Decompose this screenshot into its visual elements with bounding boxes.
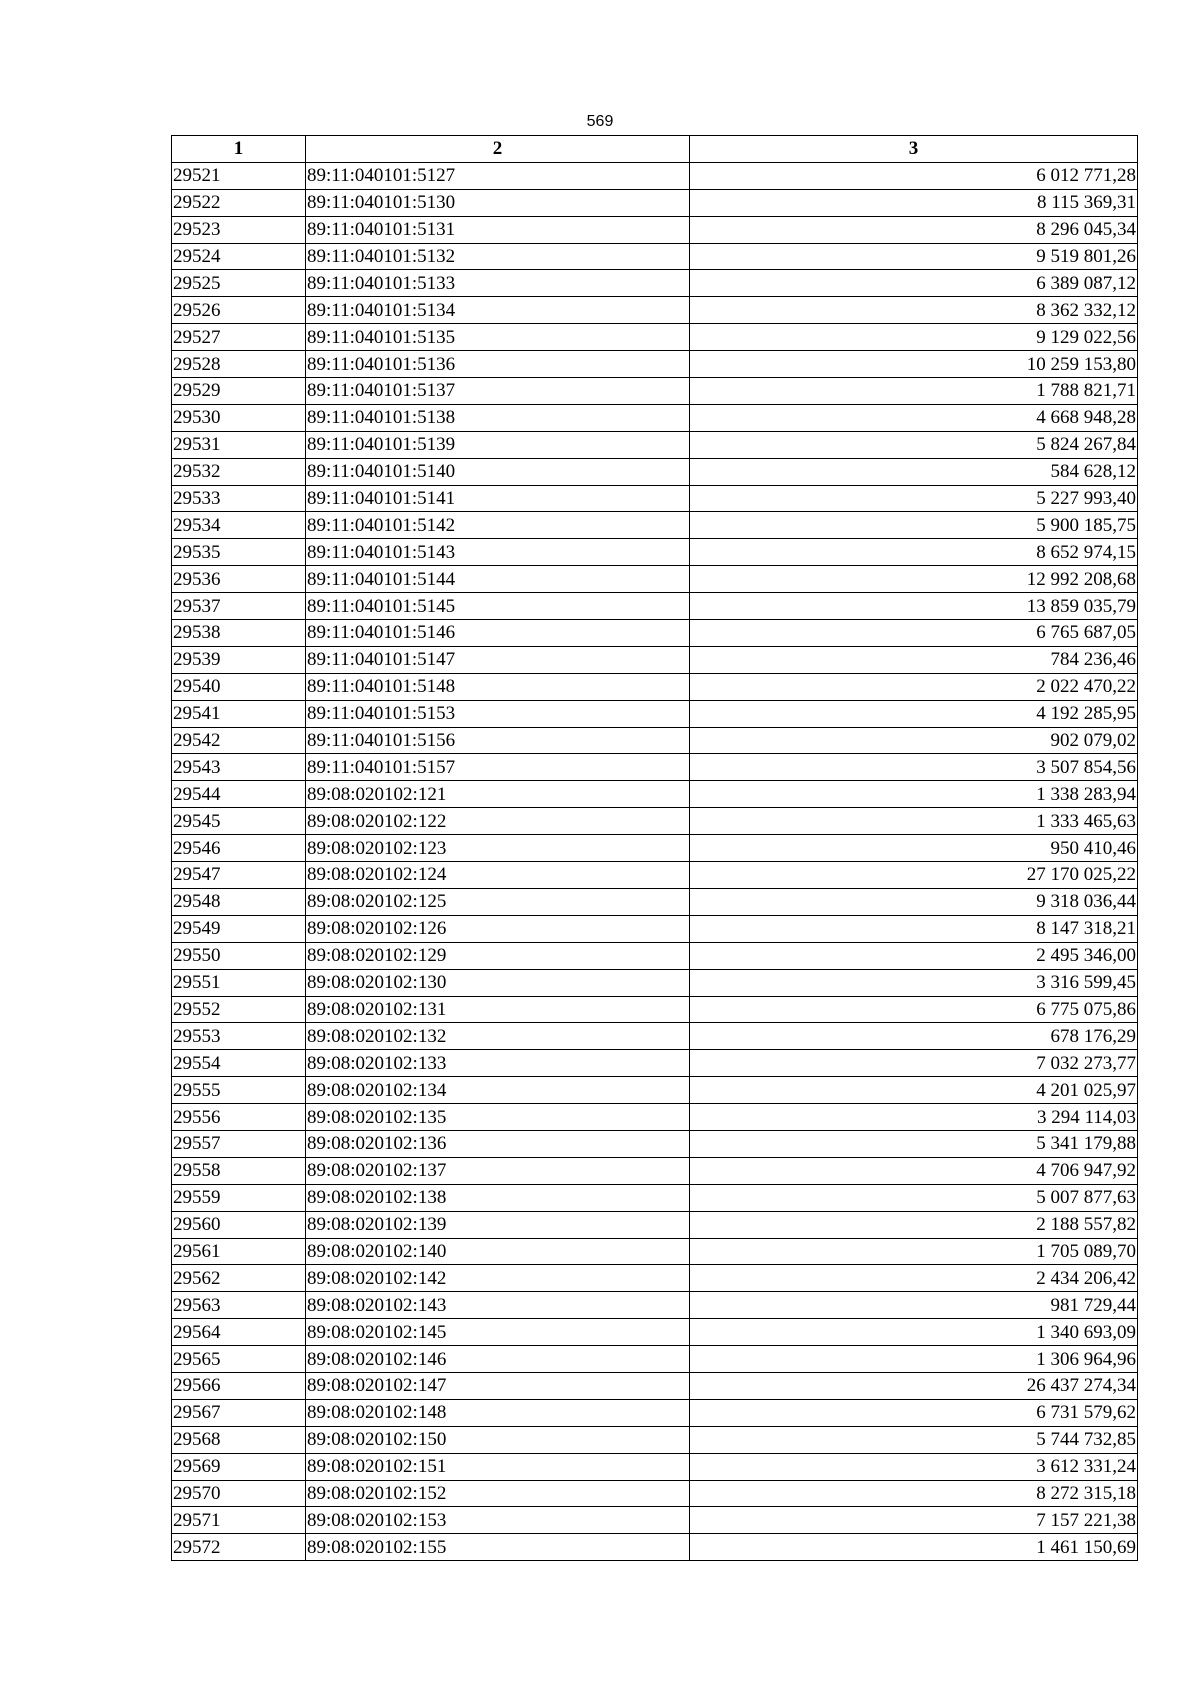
cadastral-number-cell: 89:08:020102:125 (306, 888, 690, 915)
cadastral-number-cell: 89:11:040101:5133 (306, 270, 690, 297)
table-row (172, 754, 1138, 781)
value-cell: 12 992 208,68 (690, 566, 1138, 593)
value-cell: 1 340 693,09 (690, 1319, 1138, 1346)
row-number-cell: 29546 (172, 835, 306, 862)
value-cell: 8 296 045,34 (690, 216, 1138, 243)
cadastral-number-cell: 89:11:040101:5147 (306, 646, 690, 673)
cadastral-number-cell: 89:08:020102:134 (306, 1077, 690, 1104)
value-cell: 6 731 579,62 (690, 1399, 1138, 1426)
table-row (172, 593, 1138, 620)
row-number-cell: 29556 (172, 1104, 306, 1131)
table-row (172, 808, 1138, 835)
row-number-cell: 29543 (172, 754, 306, 781)
cadastral-number-cell: 89:08:020102:138 (306, 1184, 690, 1211)
cadastral-number-cell: 89:08:020102:150 (306, 1426, 690, 1453)
cadastral-number-cell: 89:11:040101:5146 (306, 620, 690, 647)
value-cell: 5 341 179,88 (690, 1130, 1138, 1157)
row-number-cell: 29521 (172, 162, 306, 189)
value-cell: 9 129 022,56 (690, 324, 1138, 351)
cadastral-number-cell: 89:11:040101:5132 (306, 243, 690, 270)
value-cell: 3 612 331,24 (690, 1453, 1138, 1480)
row-number-cell: 29540 (172, 673, 306, 700)
row-number-cell: 29562 (172, 1265, 306, 1292)
row-number-cell: 29569 (172, 1453, 306, 1480)
value-cell: 1 788 821,71 (690, 378, 1138, 405)
value-cell: 5 744 732,85 (690, 1426, 1138, 1453)
table-row (172, 1480, 1138, 1507)
table-row (172, 1104, 1138, 1131)
table-row (172, 162, 1138, 189)
cadastral-number-cell: 89:08:020102:137 (306, 1157, 690, 1184)
row-number-cell: 29572 (172, 1534, 306, 1561)
table-row (172, 539, 1138, 566)
table-row (172, 1023, 1138, 1050)
cadastral-number-cell: 89:08:020102:153 (306, 1507, 690, 1534)
value-cell: 3 294 114,03 (690, 1104, 1138, 1131)
row-number-cell: 29542 (172, 727, 306, 754)
row-number-cell: 29558 (172, 1157, 306, 1184)
cadastral-number-cell: 89:08:020102:131 (306, 996, 690, 1023)
table-row (172, 1184, 1138, 1211)
cadastral-number-cell: 89:08:020102:148 (306, 1399, 690, 1426)
table-row (172, 996, 1138, 1023)
row-number-cell: 29525 (172, 270, 306, 297)
value-cell: 13 859 035,79 (690, 593, 1138, 620)
cadastral-number-cell: 89:08:020102:139 (306, 1211, 690, 1238)
cadastral-number-cell: 89:08:020102:126 (306, 915, 690, 942)
value-cell: 584 628,12 (690, 458, 1138, 485)
table-row (172, 458, 1138, 485)
table-row (172, 1426, 1138, 1453)
value-cell: 4 706 947,92 (690, 1157, 1138, 1184)
table-row (172, 485, 1138, 512)
table-row (172, 270, 1138, 297)
value-cell: 6 389 087,12 (690, 270, 1138, 297)
value-cell: 8 147 318,21 (690, 915, 1138, 942)
column-header-2: 2 (306, 136, 690, 163)
row-number-cell: 29564 (172, 1319, 306, 1346)
value-cell: 2 495 346,00 (690, 942, 1138, 969)
cadastral-number-cell: 89:11:040101:5131 (306, 216, 690, 243)
row-number-cell: 29548 (172, 888, 306, 915)
cadastral-number-cell: 89:11:040101:5143 (306, 539, 690, 566)
cadastral-number-cell: 89:11:040101:5138 (306, 404, 690, 431)
cadastral-number-cell: 89:08:020102:123 (306, 835, 690, 862)
cadastral-number-cell: 89:11:040101:5140 (306, 458, 690, 485)
table-row (172, 1050, 1138, 1077)
cadastral-number-cell: 89:11:040101:5139 (306, 431, 690, 458)
column-header-1: 1 (172, 136, 306, 163)
row-number-cell: 29557 (172, 1130, 306, 1157)
row-number-cell: 29565 (172, 1346, 306, 1373)
table-row (172, 1077, 1138, 1104)
cadastral-number-cell: 89:08:020102:147 (306, 1372, 690, 1399)
value-cell: 8 115 369,31 (690, 189, 1138, 216)
row-number-cell: 29538 (172, 620, 306, 647)
table-row (172, 727, 1138, 754)
row-number-cell: 29554 (172, 1050, 306, 1077)
row-number-cell: 29534 (172, 512, 306, 539)
value-cell: 8 362 332,12 (690, 297, 1138, 324)
cadastral-number-cell: 89:08:020102:140 (306, 1238, 690, 1265)
cadastral-number-cell: 89:08:020102:136 (306, 1130, 690, 1157)
table-row (172, 1157, 1138, 1184)
value-cell: 26 437 274,34 (690, 1372, 1138, 1399)
value-cell: 981 729,44 (690, 1292, 1138, 1319)
value-cell: 5 900 185,75 (690, 512, 1138, 539)
value-cell: 5 007 877,63 (690, 1184, 1138, 1211)
value-cell: 8 652 974,15 (690, 539, 1138, 566)
table-row (172, 781, 1138, 808)
row-number-cell: 29561 (172, 1238, 306, 1265)
value-cell: 950 410,46 (690, 835, 1138, 862)
row-number-cell: 29551 (172, 969, 306, 996)
row-number-cell: 29559 (172, 1184, 306, 1211)
table-row (172, 512, 1138, 539)
cadastral-number-cell: 89:08:020102:151 (306, 1453, 690, 1480)
row-number-cell: 29527 (172, 324, 306, 351)
value-cell: 3 507 854,56 (690, 754, 1138, 781)
value-cell: 10 259 153,80 (690, 351, 1138, 378)
header-row (172, 136, 1138, 163)
value-cell: 5 824 267,84 (690, 431, 1138, 458)
page-number: 569 (586, 113, 614, 130)
row-number-cell: 29526 (172, 297, 306, 324)
row-number-cell: 29533 (172, 485, 306, 512)
table-row (172, 673, 1138, 700)
table-row (172, 1346, 1138, 1373)
table-row (172, 351, 1138, 378)
cadastral-number-cell: 89:11:040101:5156 (306, 727, 690, 754)
value-cell: 8 272 315,18 (690, 1480, 1138, 1507)
table-row (172, 969, 1138, 996)
row-number-cell: 29563 (172, 1292, 306, 1319)
table-row (172, 942, 1138, 969)
table-row (172, 243, 1138, 270)
row-number-cell: 29545 (172, 808, 306, 835)
value-cell: 2 434 206,42 (690, 1265, 1138, 1292)
cadastral-number-cell: 89:11:040101:5153 (306, 700, 690, 727)
table-row (172, 915, 1138, 942)
value-cell: 902 079,02 (690, 727, 1138, 754)
cadastral-number-cell: 89:11:040101:5130 (306, 189, 690, 216)
table-body (172, 162, 1138, 1560)
cadastral-number-cell: 89:08:020102:129 (306, 942, 690, 969)
value-cell: 1 461 150,69 (690, 1534, 1138, 1561)
table-row (172, 216, 1138, 243)
cadastral-number-cell: 89:08:020102:142 (306, 1265, 690, 1292)
value-cell: 1 705 089,70 (690, 1238, 1138, 1265)
table-row (172, 888, 1138, 915)
value-cell: 4 201 025,97 (690, 1077, 1138, 1104)
row-number-cell: 29541 (172, 700, 306, 727)
value-cell: 1 338 283,94 (690, 781, 1138, 808)
cadastral-number-cell: 89:11:040101:5144 (306, 566, 690, 593)
cadastral-number-cell: 89:08:020102:130 (306, 969, 690, 996)
row-number-cell: 29568 (172, 1426, 306, 1453)
table-row (172, 1238, 1138, 1265)
row-number-cell: 29529 (172, 378, 306, 405)
value-cell: 1 306 964,96 (690, 1346, 1138, 1373)
value-cell: 7 157 221,38 (690, 1507, 1138, 1534)
row-number-cell: 29539 (172, 646, 306, 673)
value-cell: 7 032 273,77 (690, 1050, 1138, 1077)
table-row (172, 862, 1138, 889)
table-row (172, 1211, 1138, 1238)
table-row (172, 1534, 1138, 1561)
table-header (172, 136, 1138, 163)
value-cell: 9 519 801,26 (690, 243, 1138, 270)
cadastral-number-cell: 89:11:040101:5135 (306, 324, 690, 351)
row-number-cell: 29530 (172, 404, 306, 431)
value-cell: 3 316 599,45 (690, 969, 1138, 996)
cadastral-number-cell: 89:08:020102:121 (306, 781, 690, 808)
value-cell: 678 176,29 (690, 1023, 1138, 1050)
value-cell: 784 236,46 (690, 646, 1138, 673)
cadastral-number-cell: 89:11:040101:5137 (306, 378, 690, 405)
value-cell: 2 022 470,22 (690, 673, 1138, 700)
value-cell: 6 775 075,86 (690, 996, 1138, 1023)
table-row (172, 297, 1138, 324)
row-number-cell: 29524 (172, 243, 306, 270)
table-row (172, 620, 1138, 647)
row-number-cell: 29570 (172, 1480, 306, 1507)
cadastral-number-cell: 89:08:020102:152 (306, 1480, 690, 1507)
value-cell: 1 333 465,63 (690, 808, 1138, 835)
row-number-cell: 29523 (172, 216, 306, 243)
row-number-cell: 29549 (172, 915, 306, 942)
value-cell: 6 012 771,28 (690, 162, 1138, 189)
row-number-cell: 29531 (172, 431, 306, 458)
row-number-cell: 29536 (172, 566, 306, 593)
row-number-cell: 29553 (172, 1023, 306, 1050)
table-row (172, 1265, 1138, 1292)
row-number-cell: 29550 (172, 942, 306, 969)
row-number-cell: 29567 (172, 1399, 306, 1426)
value-cell: 6 765 687,05 (690, 620, 1138, 647)
row-number-cell: 29560 (172, 1211, 306, 1238)
cadastral-number-cell: 89:08:020102:122 (306, 808, 690, 835)
row-number-cell: 29535 (172, 539, 306, 566)
cadastral-number-cell: 89:08:020102:146 (306, 1346, 690, 1373)
table-row (172, 1399, 1138, 1426)
cadastral-number-cell: 89:11:040101:5145 (306, 593, 690, 620)
cadastral-number-cell: 89:08:020102:145 (306, 1319, 690, 1346)
cadastral-number-cell: 89:11:040101:5148 (306, 673, 690, 700)
value-cell: 9 318 036,44 (690, 888, 1138, 915)
cadastral-number-cell: 89:11:040101:5127 (306, 162, 690, 189)
column-header-3: 3 (690, 136, 1138, 163)
table-row (172, 404, 1138, 431)
table-row (172, 700, 1138, 727)
table-row (172, 835, 1138, 862)
row-number-cell: 29571 (172, 1507, 306, 1534)
row-number-cell: 29547 (172, 862, 306, 889)
cadastral-number-cell: 89:08:020102:143 (306, 1292, 690, 1319)
table-row (172, 646, 1138, 673)
cadastral-number-cell: 89:11:040101:5142 (306, 512, 690, 539)
table-row (172, 1453, 1138, 1480)
table-row (172, 378, 1138, 405)
table-row (172, 1292, 1138, 1319)
value-cell: 2 188 557,82 (690, 1211, 1138, 1238)
table-row (172, 431, 1138, 458)
table-row (172, 1372, 1138, 1399)
row-number-cell: 29528 (172, 351, 306, 378)
table-row (172, 189, 1138, 216)
table-row (172, 1130, 1138, 1157)
cadastral-number-cell: 89:08:020102:135 (306, 1104, 690, 1131)
value-cell: 4 192 285,95 (690, 700, 1138, 727)
table-row (172, 324, 1138, 351)
row-number-cell: 29552 (172, 996, 306, 1023)
row-number-cell: 29532 (172, 458, 306, 485)
data-table (171, 135, 1138, 1561)
row-number-cell: 29555 (172, 1077, 306, 1104)
row-number-cell: 29544 (172, 781, 306, 808)
cadastral-number-cell: 89:08:020102:124 (306, 862, 690, 889)
row-number-cell: 29537 (172, 593, 306, 620)
cadastral-number-cell: 89:11:040101:5136 (306, 351, 690, 378)
cadastral-number-cell: 89:08:020102:132 (306, 1023, 690, 1050)
table-row (172, 566, 1138, 593)
value-cell: 27 170 025,22 (690, 862, 1138, 889)
cadastral-number-cell: 89:08:020102:155 (306, 1534, 690, 1561)
row-number-cell: 29566 (172, 1372, 306, 1399)
cadastral-number-cell: 89:11:040101:5157 (306, 754, 690, 781)
cadastral-number-cell: 89:08:020102:133 (306, 1050, 690, 1077)
table-row (172, 1507, 1138, 1534)
row-number-cell: 29522 (172, 189, 306, 216)
cadastral-number-cell: 89:11:040101:5134 (306, 297, 690, 324)
table-row (172, 1319, 1138, 1346)
value-cell: 4 668 948,28 (690, 404, 1138, 431)
value-cell: 5 227 993,40 (690, 485, 1138, 512)
cadastral-number-cell: 89:11:040101:5141 (306, 485, 690, 512)
